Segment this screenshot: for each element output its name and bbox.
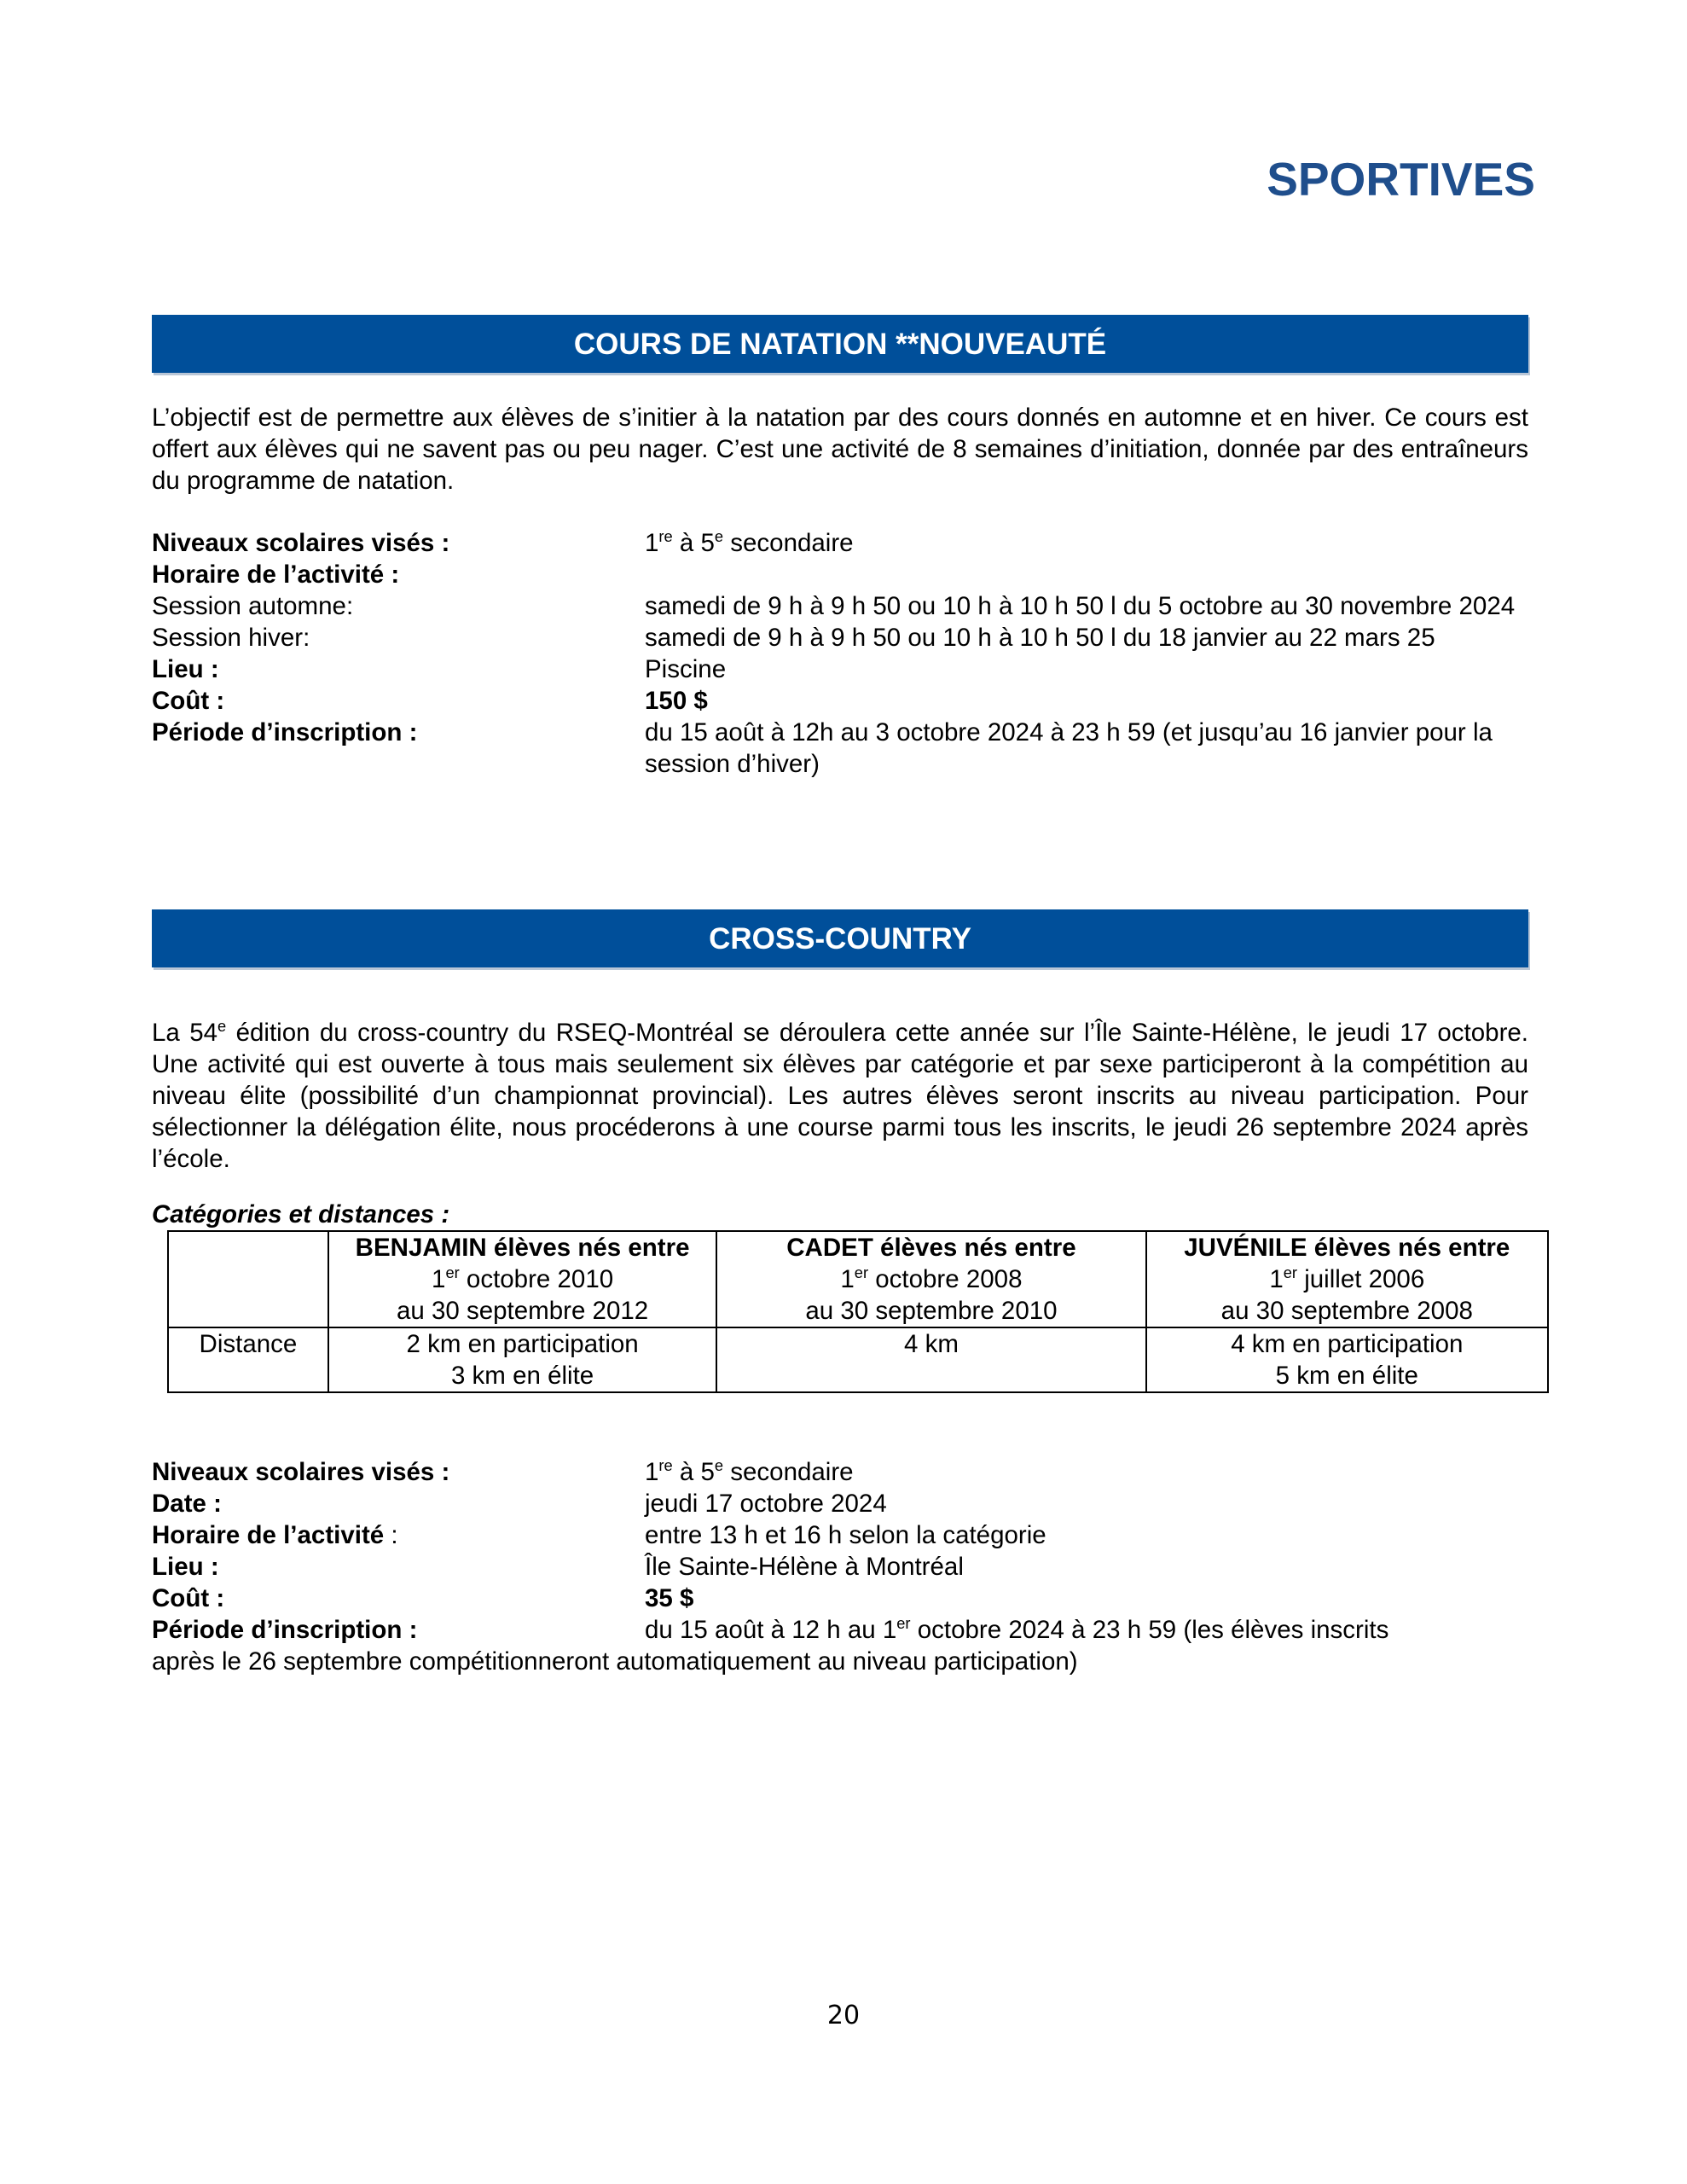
cross-periode-value: du 15 août à 12 h au 1er octobre 2024 à 23 h 59 (les élèves inscrits	[645, 1614, 1389, 1644]
cout-label: Coût :	[152, 687, 225, 715]
niveaux-value	[645, 527, 1528, 559]
cross-horaire-label: Horaire de l’activité :	[152, 1521, 398, 1549]
natation-automne-row	[152, 590, 1528, 622]
cross-date-row	[152, 1488, 1528, 1519]
cross-niveaux-row	[152, 1456, 1528, 1488]
niveaux-sup-end: e	[714, 527, 724, 546]
cross-date-value: jeudi 17 octobre 2024	[645, 1490, 887, 1518]
lieu-value: Piscine	[645, 655, 727, 683]
natation-section-header	[152, 315, 1528, 373]
cadet-heading: CADET élèves nés entre	[786, 1234, 1076, 1262]
table-cell-benjamin	[328, 1231, 716, 1327]
cross-intro-rest: édition du cross-country du RSEQ-Montréal se déroulera cette année sur l’Île Sainte-Hélène, le jeudi 17 octobre. Une activité qui est ouverte à tous mais seulement six élèves par catégorie et par sexe participeront à la compétition au niveau élite (possibilité d’un championnat provincial). Les autres élèves seront inscrits au niveau participation. Pour sélectionner la délégation élite, nous procéderons à une course parmi tous les inscrits, le jeudi 26 septembre 2024 après l’école.	[152, 1019, 1528, 1173]
cout-value: 150 $	[645, 687, 708, 715]
benjamin-to: au 30 septembre 2012	[396, 1297, 649, 1325]
cross-lieu-label: Lieu :	[152, 1553, 219, 1581]
hiver-value: samedi de 9 h à 9 h 50 ou 10 h à 10 h 50 l du 18 janvier au 22 mars 25	[645, 624, 1435, 652]
periode-value: du 15 août à 12h au 3 octobre 2024 à 23 h 59 (et jusqu’au 16 janvier pour la session d’hiver)	[645, 718, 1493, 778]
natation-intro: L’objectif est de permettre aux élèves de s’initier à la natation par des cours donnés en automne et en hiver. Ce cours est offert aux élèves qui ne savent pas ou peu nager. C’est une activité de 8 semaines d’initiation, donnée par des entraîneurs du programme de natation.	[152, 404, 1528, 495]
cross-periode-continuation: après le 26 septembre compétitionneront automatiquement au niveau participation)	[152, 1647, 1078, 1676]
benjamin-distance-cell	[328, 1327, 716, 1392]
juvenile-from: 1er juillet 2006	[1269, 1263, 1425, 1293]
automne-value: samedi de 9 h à 9 h 50 ou 10 h à 10 h 50 l du 5 octobre au 30 novembre 2024	[645, 592, 1516, 620]
table-cell-juvenile	[1146, 1231, 1548, 1327]
cross-date-label: Date :	[152, 1490, 222, 1518]
juvenile-heading: JUVÉNILE élèves nés entre	[1184, 1234, 1510, 1262]
cadet-distance-1: 4 km	[903, 1330, 959, 1358]
periode-label: Période d’inscription :	[152, 718, 418, 746]
natation-header-text: COURS DE NATATION **NOUVEAUTÉ	[573, 327, 1107, 361]
cross-niveaux-label: Niveaux scolaires visés :	[152, 1458, 450, 1486]
table-corner-cell	[168, 1231, 328, 1327]
table-cell-cadet	[716, 1231, 1145, 1327]
horaire-label: Horaire de l’activité :	[152, 561, 400, 589]
benjamin-from: 1er octobre 2010	[432, 1263, 614, 1293]
benjamin-distance-1: 2 km en participation	[406, 1330, 639, 1358]
cross-niveaux-value: 1re à 5e secondaire	[645, 1456, 854, 1486]
cross-header-text: CROSS-COUNTRY	[709, 921, 971, 956]
cross-lieu-row	[152, 1551, 1528, 1583]
cross-horaire-row	[152, 1519, 1528, 1551]
cross-intro	[152, 1017, 1528, 1175]
natation-periode-row	[152, 717, 1528, 780]
cross-cout-row	[152, 1583, 1528, 1614]
cross-intro-start: La 54	[152, 1019, 218, 1047]
cadet-from: 1er octobre 2008	[840, 1263, 1023, 1293]
categories-title: Catégories et distances :	[152, 1200, 450, 1228]
cross-section-header	[152, 909, 1528, 967]
cross-periode-label: Période d’inscription :	[152, 1616, 418, 1644]
automne-label: Session automne:	[152, 592, 354, 620]
hiver-label: Session hiver:	[152, 624, 310, 652]
niveaux-text: secondaire	[723, 529, 854, 557]
table-row	[168, 1231, 1548, 1327]
niveaux-label: Niveaux scolaires visés :	[152, 529, 450, 557]
juvenile-distance-1: 4 km en participation	[1231, 1330, 1464, 1358]
natation-info	[152, 527, 1528, 780]
natation-hiver-row	[152, 622, 1528, 653]
cadet-distance-cell	[716, 1327, 1145, 1392]
page-number: 20	[826, 2001, 861, 2030]
cadet-to: au 30 septembre 2010	[805, 1297, 1058, 1325]
juvenile-to: au 30 septembre 2008	[1220, 1297, 1473, 1325]
cross-info	[152, 1456, 1528, 1677]
page-title: SPORTIVES	[1267, 153, 1535, 206]
cross-lieu-value: Île Sainte-Hélène à Montréal	[645, 1553, 964, 1581]
natation-lieu-row	[152, 653, 1528, 685]
natation-cout-row	[152, 685, 1528, 717]
categories-table	[167, 1230, 1549, 1393]
juvenile-distance-cell	[1146, 1327, 1548, 1392]
benjamin-distance-2: 3 km en élite	[450, 1362, 594, 1390]
table-row	[168, 1327, 1548, 1392]
cross-periode-row	[152, 1614, 1528, 1646]
cross-cout-label: Coût :	[152, 1584, 225, 1612]
niveaux-num-start: 1	[645, 529, 659, 557]
natation-niveaux-row	[152, 527, 1528, 559]
lieu-label: Lieu :	[152, 655, 219, 683]
cross-horaire-value: entre 13 h et 16 h selon la catégorie	[645, 1521, 1046, 1549]
juvenile-distance-2: 5 km en élite	[1275, 1362, 1418, 1390]
niveaux-num-end: à 5	[672, 529, 715, 557]
cross-intro-sup: e	[217, 1017, 227, 1036]
natation-horaire-row	[152, 559, 1528, 590]
benjamin-heading: BENJAMIN élèves nés entre	[355, 1234, 690, 1262]
distance-label-cell: Distance	[168, 1327, 328, 1392]
niveaux-sup-start: re	[658, 527, 673, 546]
cross-cout-value: 35 $	[645, 1584, 694, 1612]
